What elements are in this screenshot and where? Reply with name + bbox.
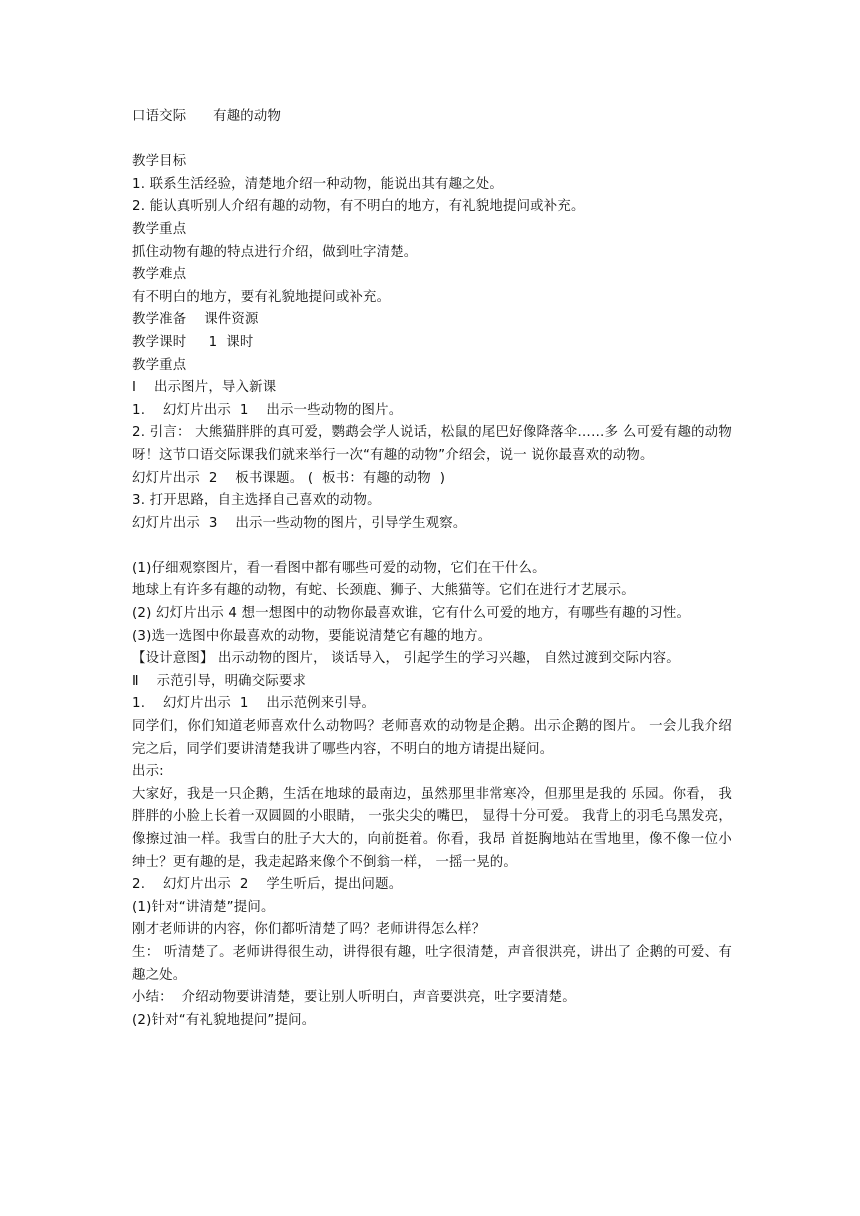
- penguin-sample-text: 大家好，我是一只企鹅，生活在地球的最南边，虽然那里非常寒冷，但那里是我的 乐园。你看， 我胖胖的小脸上长着一双圆圆的小眼睛， 一张尖尖的嘴巴， 显得十分可爱。 我背上的羽毛乌黑发亮，像擦过油一样。我雪白的肚子大大的，向前挺着。你看，我昂 首挺胸地站在雪地里，像不像一位小绅士？更有趣的是，我走起路来像个不倒翁一样， 一摇一晃的。: [132, 786, 732, 870]
- lesson-title: 口语交际 有趣的动物: [132, 109, 282, 124]
- section2-step: 2. 幻灯片出示 2 学生听后，提出问题。: [132, 877, 403, 893]
- process-heading: 教学重点: [132, 357, 187, 373]
- periods-line: 教学课时 1 课时: [132, 334, 254, 350]
- section1-question: (2) 幻灯片出示 4 想一想图中的动物你最喜欢谁，它有什么可爱的地方，有哪些有趣的习性。: [132, 606, 691, 622]
- show-label: 出示:: [132, 764, 164, 780]
- section1-heading: Ⅰ 出示图片，导入新课: [132, 380, 277, 396]
- section1-step: 3. 打开思路，自主选择自己喜欢的动物。: [132, 493, 381, 509]
- objective-item: 1. 联系生活经验，清楚地介绍一种动物，能说出其有趣之处。: [132, 176, 503, 192]
- section1-answer: 地球上有许多有趣的动物，有蛇、长颈鹿、狮子、大熊猫等。它们在进行才艺展示。: [132, 583, 635, 599]
- difficulties-text: 有不明白的地方，要有礼貌地提问或补充。: [132, 289, 391, 305]
- preparation-line: 教学准备 课件资源: [132, 312, 259, 328]
- section2-question: 刚才老师讲的内容，你们都听清楚了吗？老师讲得怎么样？: [132, 922, 486, 938]
- student-answer: 生： 听清楚了。老师讲得很生动，讲得很有趣，吐字很清楚，声音很洪亮，讲出了 企鹅的可爱、有趣之处。: [132, 944, 732, 983]
- summary-line: 小结： 介绍动物要讲清楚，要让别人听明白，声音要洪亮，吐字要清楚。: [132, 990, 576, 1006]
- section2-heading: Ⅱ 示范引导，明确交际要求: [132, 673, 307, 689]
- section2-point: (1)针对“讲清楚”提问。: [132, 899, 275, 915]
- section1-step: 1. 幻灯片出示 1 出示一些动物的图片。: [132, 402, 403, 418]
- section1-introduction: 2. 引言： 大熊猫胖胖的真可爱，鹦鹉会学人说话，松鼠的尾巴好像降落伞……多 么可爱有趣的动物呀！这节口语交际课我们就来举行一次“有趣的动物”介绍会，说一 说你最喜欢的动物。: [132, 425, 732, 463]
- blank-line: [132, 535, 732, 558]
- section1-question: (3)选一选图中你最喜欢的动物，要能说清楚它有趣的地方。: [132, 628, 492, 644]
- section1-question: (1)仔细观察图片，看一看图中都有哪些可爱的动物，它们在干什么。: [132, 560, 546, 576]
- key-points-text: 抓住动物有趣的特点进行介绍，做到吐字清楚。: [132, 244, 418, 260]
- lesson-plan-body: [132, 106, 732, 1032]
- objective-item: 2. 能认真听别人介绍有趣的动物，有不明白的地方，有礼貌地提问或补充。: [132, 199, 585, 215]
- design-intent: 【设计意图】 出示动物的图片， 谈话导入， 引起学生的学习兴趣， 自然过渡到交际内容。: [132, 651, 680, 667]
- objectives-heading: 教学目标: [132, 154, 187, 170]
- section1-slide3: 幻灯片出示 3 出示一些动物的图片，引导学生观察。: [132, 515, 467, 531]
- section2-intro: 同学们，你们知道老师喜欢什么动物吗？老师喜欢的动物是企鹅。出示企鹅的图片。 一会儿我介绍完之后，同学们要讲清楚我讲了哪些内容，不明白的地方请提出疑问。: [132, 719, 732, 757]
- section2-point: (2)针对“有礼貌地提问”提问。: [132, 1012, 316, 1028]
- key-points-heading: 教学重点: [132, 221, 187, 237]
- difficulties-heading: 教学难点: [132, 267, 187, 283]
- section1-slide2: 幻灯片出示 2 板书课题。 ( 板书：有趣的动物 ): [132, 470, 446, 486]
- section2-step: 1. 幻灯片出示 1 出示范例来引导。: [132, 696, 376, 712]
